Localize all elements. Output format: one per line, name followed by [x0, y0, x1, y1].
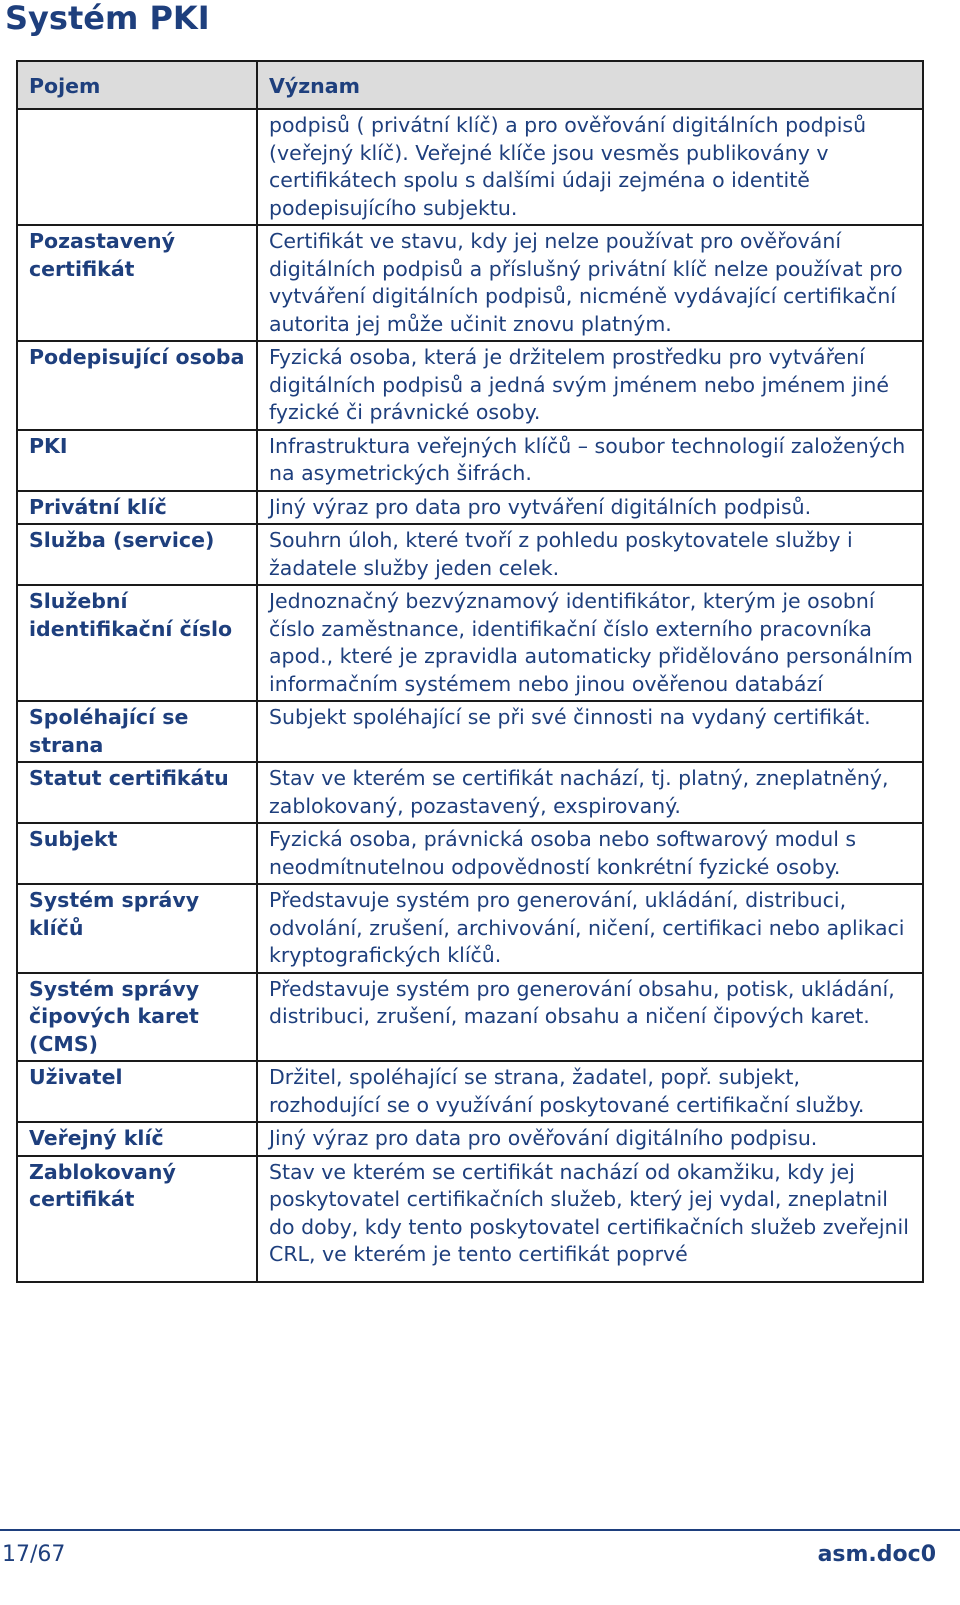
page-number: 17/67 [2, 1542, 66, 1567]
table-row [17, 109, 923, 225]
meaning-cell: Jiný výraz pro data pro ověřování digitálního podpisu. [257, 1122, 923, 1156]
table-row [17, 1156, 923, 1282]
meaning-cell: Infrastruktura veřejných klíčů – soubor technologií založených na asymetrických šifrách. [257, 430, 923, 491]
meaning-cell: Subjekt spoléhající se při své činnosti na vydaný certifikát. [257, 701, 923, 762]
table-row [17, 973, 923, 1062]
table-row [17, 762, 923, 823]
meaning-cell: Jiný výraz pro data pro vytváření digitálních podpisů. [257, 491, 923, 525]
pki-terms-table [16, 60, 924, 1283]
table-row [17, 225, 923, 341]
meaning-cell: Souhrn úloh, které tvoří z pohledu poskytovatele služby i žadatele služby jeden celek. [257, 524, 923, 585]
column-header-term: Pojem [17, 61, 257, 109]
meaning-cell: Fyzická osoba, právnická osoba nebo softwarový modul s neodmítnutelnou odpovědností konkrétní fyzické osoby. [257, 823, 923, 884]
table-row [17, 585, 923, 701]
meaning-cell: Představuje systém pro generování, ukládání, distribuci, odvolání, zrušení, archivování, ničení, certifikaci nebo aplikaci kryptografických klíčů. [257, 884, 923, 973]
table-row [17, 524, 923, 585]
term-cell: Uživatel [17, 1061, 257, 1122]
table-row [17, 1122, 923, 1156]
term-cell: Systém správy čipových karet (CMS) [17, 973, 257, 1062]
term-cell: Privátní klíč [17, 491, 257, 525]
table-row [17, 884, 923, 973]
meaning-cell: Představuje systém pro generování obsahu, potisk, ukládání, distribuci, zrušení, mazaní obsahu a ničení čipových karet. [257, 973, 923, 1062]
footer-divider [0, 1529, 960, 1531]
table-header-row [17, 61, 923, 109]
term-cell: Spoléhající se strana [17, 701, 257, 762]
meaning-cell: podpisů ( privátní klíč) a pro ověřování digitálních podpisů (veřejný klíč). Veřejné klíče jsou vesměs publikovány v certifikátech spolu s dalšími údaji zejména o identitě podepisujícího subjektu. [257, 109, 923, 225]
term-cell: Podepisující osoba [17, 341, 257, 430]
term-cell: Veřejný klíč [17, 1122, 257, 1156]
table-row [17, 1061, 923, 1122]
term-cell: Systém správy klíčů [17, 884, 257, 973]
term-cell: Pozastavený certifikát [17, 225, 257, 341]
term-cell: Služba (service) [17, 524, 257, 585]
table-row [17, 430, 923, 491]
meaning-cell: Držitel, spoléhající se strana, žadatel, popř. subjekt, rozhodující se o využívání poskytované certifikační služby. [257, 1061, 923, 1122]
meaning-cell: Jednoznačný bezvýznamový identifikátor, kterým je osobní číslo zaměstnance, identifikační číslo externího pracovníka apod., které je zpravidla automaticky přidělováno personálním informačním systémem nebo jinou ověřenou databází [257, 585, 923, 701]
table-row [17, 341, 923, 430]
term-cell: Statut certifikátu [17, 762, 257, 823]
term-cell: Subjekt [17, 823, 257, 884]
term-cell: Služební identifikační číslo [17, 585, 257, 701]
meaning-cell: Certifikát ve stavu, kdy jej nelze používat pro ověřování digitálních podpisů a příslušný privátní klíč nelze používat pro vytváření digitálních podpisů, nicméně vydávající certifikační autorita jej může učinit znovu platným. [257, 225, 923, 341]
term-cell [17, 109, 257, 225]
term-cell: PKI [17, 430, 257, 491]
meaning-cell: Fyzická osoba, která je držitelem prostředku pro vytváření digitálních podpisů a jedná svým jménem nebo jménem jiné fyzické či právnické osoby. [257, 341, 923, 430]
table-row [17, 701, 923, 762]
meaning-cell: Stav ve kterém se certifikát nachází, tj. platný, zneplatněný, zablokovaný, pozastavený, exspirovaný. [257, 762, 923, 823]
table-row [17, 491, 923, 525]
document-name: asm.doc0 [817, 1542, 936, 1567]
page-title: Systém PKI [5, 0, 210, 37]
meaning-cell: Stav ve kterém se certifikát nachází od okamžiku, kdy jej poskytovatel certifikačních služeb, který jej vydal, zneplatnil do doby, kdy tento poskytovatel certifikačních služeb zveřejnil CRL, ve kterém je tento certifikát poprvé [257, 1156, 923, 1282]
column-header-meaning: Význam [257, 61, 923, 109]
table-row [17, 823, 923, 884]
term-cell: Zablokovaný certifikát [17, 1156, 257, 1282]
